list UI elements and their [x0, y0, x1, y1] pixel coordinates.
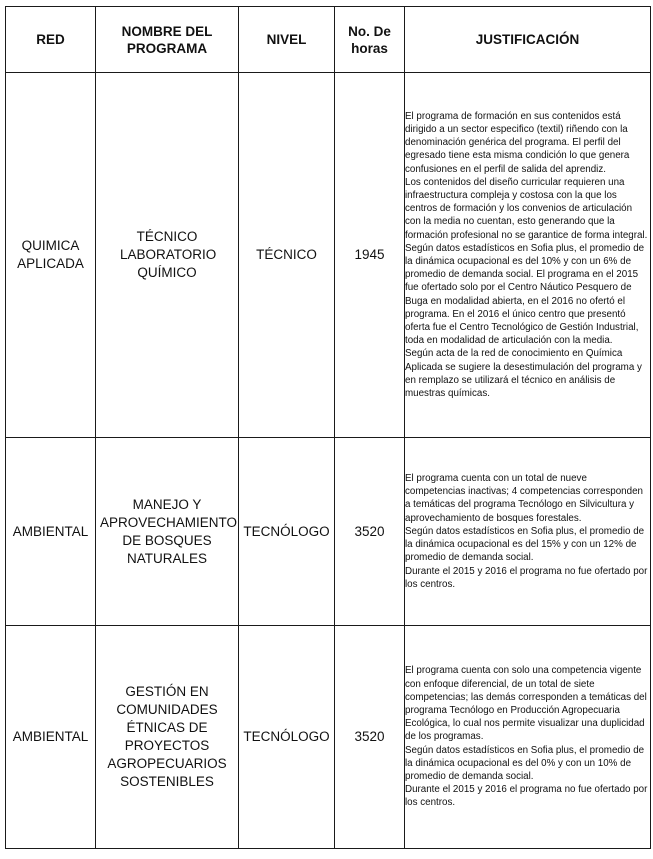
header-horas: No. De horas — [335, 7, 405, 73]
programs-table — [5, 6, 651, 849]
table-row — [6, 73, 651, 438]
justification-paragraph: El programa cuenta con solo una competencia vigente con enfoque diferencial, de un total de siete competencias; las demás corresponden a temáticas del programa Tecnólogo en Producción Agropecuaria Ecológica, lo cual nos permite visualizar una duplicidad de los programas. — [405, 665, 647, 743]
justification-paragraph: Según datos estadísticos en Sofia plus, el promedio de la dinámica ocupacional es del 0% y con un 10% de promedio de demanda social. — [405, 744, 645, 782]
justification-paragraph: Durante el 2015 y 2016 el programa no fue ofertado por los centros. — [405, 565, 648, 590]
cell-horas: 3520 — [335, 626, 405, 849]
cell-red: AMBIENTAL — [6, 438, 96, 626]
justification-paragraph: El programa cuenta con un total de nueve competencias inactivas; 4 competencias corresponden a temáticas del programa Tecnólogo en Silvicultura y aprovechamiento de bosques forestales. — [405, 473, 643, 524]
cell-programa: GESTIÓN EN COMUNIDADES ÉTNICAS DE PROYECTOS AGROPECUARIOS SOSTENIBLES — [96, 626, 239, 849]
cell-nivel: TECNÓLOGO — [239, 626, 335, 849]
justification-paragraph: El programa de formación en sus contenidos está dirigido a un sector especifico (textil) riñendo con la denominación genérica del programa. El perfil del egresado tiene esta misma condición lo que genera confusiones en el perfil de salida del aprendiz. — [405, 110, 630, 175]
cell-programa: TÉCNICO LABORATORIO QUÍMICO — [96, 73, 239, 438]
cell-justificacion — [405, 438, 651, 626]
header-programa: NOMBRE DEL PROGRAMA — [96, 7, 239, 73]
cell-justificacion — [405, 626, 651, 849]
cell-nivel: TÉCNICO — [239, 73, 335, 438]
header-nivel: NIVEL — [239, 7, 335, 73]
justification-paragraph: Los contenidos del diseño curricular requieren una infraestructura compleja y costosa con la que los centros de formación y los convenios de articulación con la media no cuentan, esto generando que la formación profesional no se garantice de forma integral. — [405, 176, 648, 241]
header-row — [6, 7, 651, 73]
header-justificacion: JUSTIFICACIÓN — [405, 7, 651, 73]
cell-horas: 1945 — [335, 73, 405, 438]
justification-paragraph: Según datos estadísticos en Sofia plus, el promedio de la dinámica ocupacional es del 10% y con un 6% de promedio de demanda social. El programa en el 2015 fue ofertado solo por el Centro Náutico Pesquero de Buga en modalidad abierta, en el 2016 no ofertó el programa. En el 2016 el único centro que presentó oferta fue el Centro Tecnológico de Gestión Industrial, toda en modalidad de articulación con la media. — [405, 242, 645, 347]
justification-paragraph: Durante el 2015 y 2016 el programa no fue ofertado por los centros. — [405, 784, 648, 809]
cell-nivel: TECNÓLOGO — [239, 438, 335, 626]
cell-red: QUIMICA APLICADA — [6, 73, 96, 438]
table-row — [6, 438, 651, 626]
justification-paragraph: Según acta de la red de conocimiento en Química Aplicada se sugiere la desestimulación del programa y en remplazo se utilizará el técnico en análisis de muestras químicas. — [405, 348, 642, 400]
cell-programa: MANEJO Y APROVECHAMIENTO DE BOSQUES NATURALES — [96, 438, 239, 626]
table-row — [6, 626, 651, 849]
cell-horas: 3520 — [335, 438, 405, 626]
cell-justificacion — [405, 73, 651, 438]
justification-paragraph: Según datos estadísticos en Sofia plus, el promedio de la dinámica ocupacional es del 15% y con un 12% de promedio de demanda social. — [405, 525, 645, 564]
cell-red: AMBIENTAL — [6, 626, 96, 849]
header-red: RED — [6, 7, 96, 73]
